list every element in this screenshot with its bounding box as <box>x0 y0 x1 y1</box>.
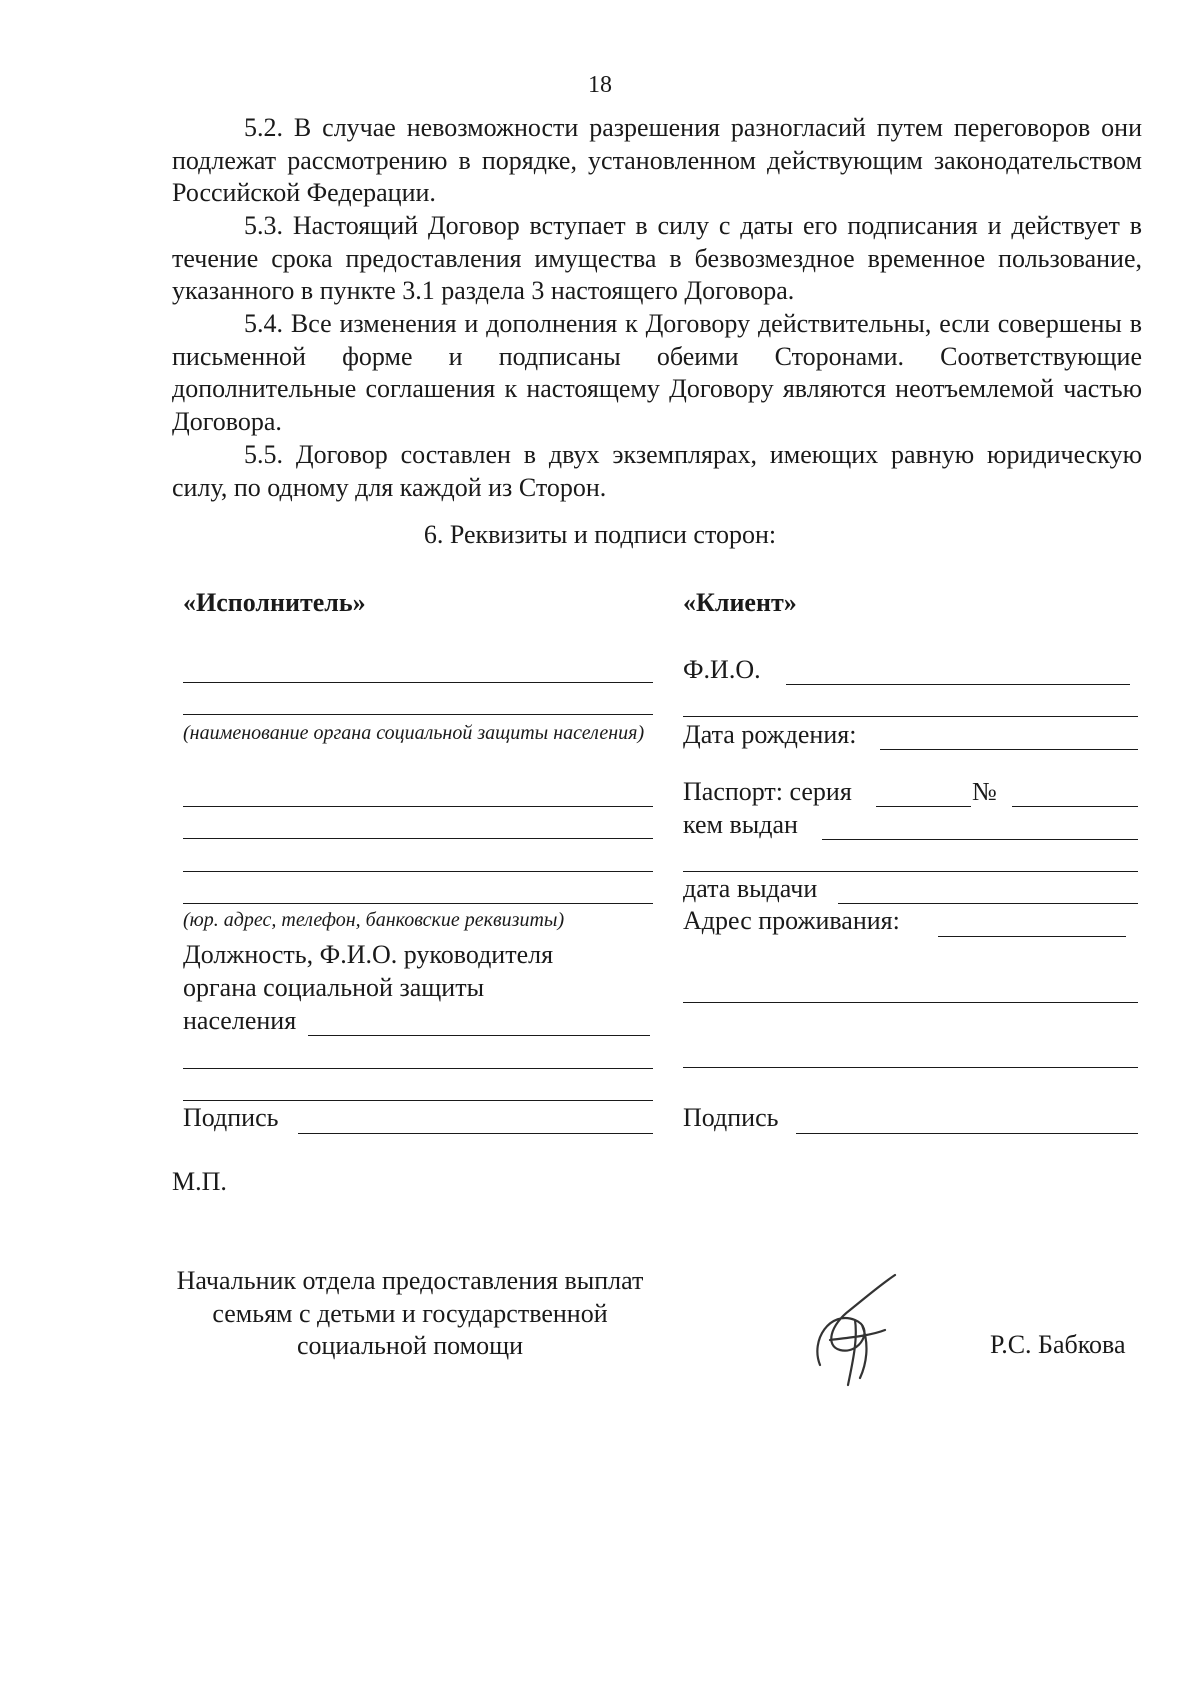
stamp-label: М.П. <box>172 1167 227 1196</box>
client-passport-label: Паспорт: серия <box>683 777 852 806</box>
client-signature-label: Подпись <box>683 1103 779 1132</box>
executor-signature-label: Подпись <box>183 1103 279 1132</box>
executor-position-line-1: Должность, Ф.И.О. руководителя <box>183 940 554 969</box>
client-passport-series-field[interactable] <box>876 806 971 807</box>
client-issue-date-field[interactable] <box>838 903 1138 904</box>
executor-address-line-4[interactable] <box>183 903 653 904</box>
executor-address-line-2[interactable] <box>183 838 653 839</box>
paragraph-5-4: 5.4. Все изменения и дополнения к Договору действительны, если совершены в письменной форме и подписаны обеими Сторонами. Соответствующие дополнительные соглашения к настоящему Договору являются неотъемлемой частью Договора. <box>172 309 1142 436</box>
executor-extra-line-1[interactable] <box>183 1068 653 1069</box>
executor-extra-line-2[interactable] <box>183 1100 653 1101</box>
section-title: 6. Реквизиты и подписи сторон: <box>423 520 777 549</box>
executor-org-line-1[interactable] <box>183 682 653 683</box>
executor-org-line-2[interactable] <box>183 714 653 715</box>
executor-position-line-2: органа социальной защиты <box>183 973 485 1002</box>
executor-org-note: (наименование органа социальной защиты населения) <box>183 722 645 744</box>
client-address-label: Адрес проживания: <box>683 906 900 935</box>
paragraph-5-3: 5.3. Настоящий Договор вступает в силу с даты его подписания и действует в течение срока предоставления имущества в безвозмездное временное пользование, указанного в пункте 3.1 раздела 3 настоящего Договора. <box>172 211 1142 306</box>
client-issue-date-label: дата выдачи <box>683 874 818 903</box>
client-fio-field[interactable] <box>786 684 1130 685</box>
client-address-field-2[interactable] <box>683 1002 1138 1003</box>
executor-signature-field[interactable] <box>298 1133 653 1134</box>
client-passport-number-field[interactable] <box>1012 806 1138 807</box>
client-issued-by-label: кем выдан <box>683 810 798 839</box>
client-birth-label: Дата рождения: <box>683 720 857 749</box>
handwritten-signature <box>800 1270 910 1390</box>
executor-address-line-1[interactable] <box>183 806 653 807</box>
client-number-sign: № <box>972 777 997 806</box>
client-header: «Клиент» <box>683 588 797 617</box>
paragraph-5-5: 5.5. Договор составлен в двух экземплярах, имеющих равную юридическую силу, по одному для каждой из Сторон. <box>172 440 1142 502</box>
executor-header: «Исполнитель» <box>183 588 366 617</box>
executor-address-note: (юр. адрес, телефон, банковские реквизиты) <box>183 909 565 931</box>
client-address-field[interactable] <box>938 936 1126 937</box>
client-fio-label: Ф.И.О. <box>683 655 761 684</box>
executor-position-field[interactable] <box>308 1035 650 1036</box>
client-signature-field[interactable] <box>796 1133 1138 1134</box>
signer-name: Р.С. Бабкова <box>990 1330 1126 1359</box>
executor-address-line-3[interactable] <box>183 871 653 872</box>
signoff-position: Начальник отдела предоставления выплат семьям с детьми и государственной социальной помощи <box>176 1266 644 1361</box>
client-address-field-3[interactable] <box>683 1067 1138 1068</box>
page-number: 18 <box>588 72 612 98</box>
paragraph-5-2: 5.2. В случае невозможности разрешения разногласий путем переговоров они подлежат рассмотрению в порядке, установленном действующим законодательством Российской Федерации. <box>172 113 1142 208</box>
client-fio-field-2[interactable] <box>683 716 1138 717</box>
executor-position-line-3: населения <box>183 1006 297 1035</box>
client-issued-by-field-2[interactable] <box>683 871 1138 872</box>
client-issued-by-field[interactable] <box>822 839 1138 840</box>
client-birth-field[interactable] <box>880 749 1138 750</box>
